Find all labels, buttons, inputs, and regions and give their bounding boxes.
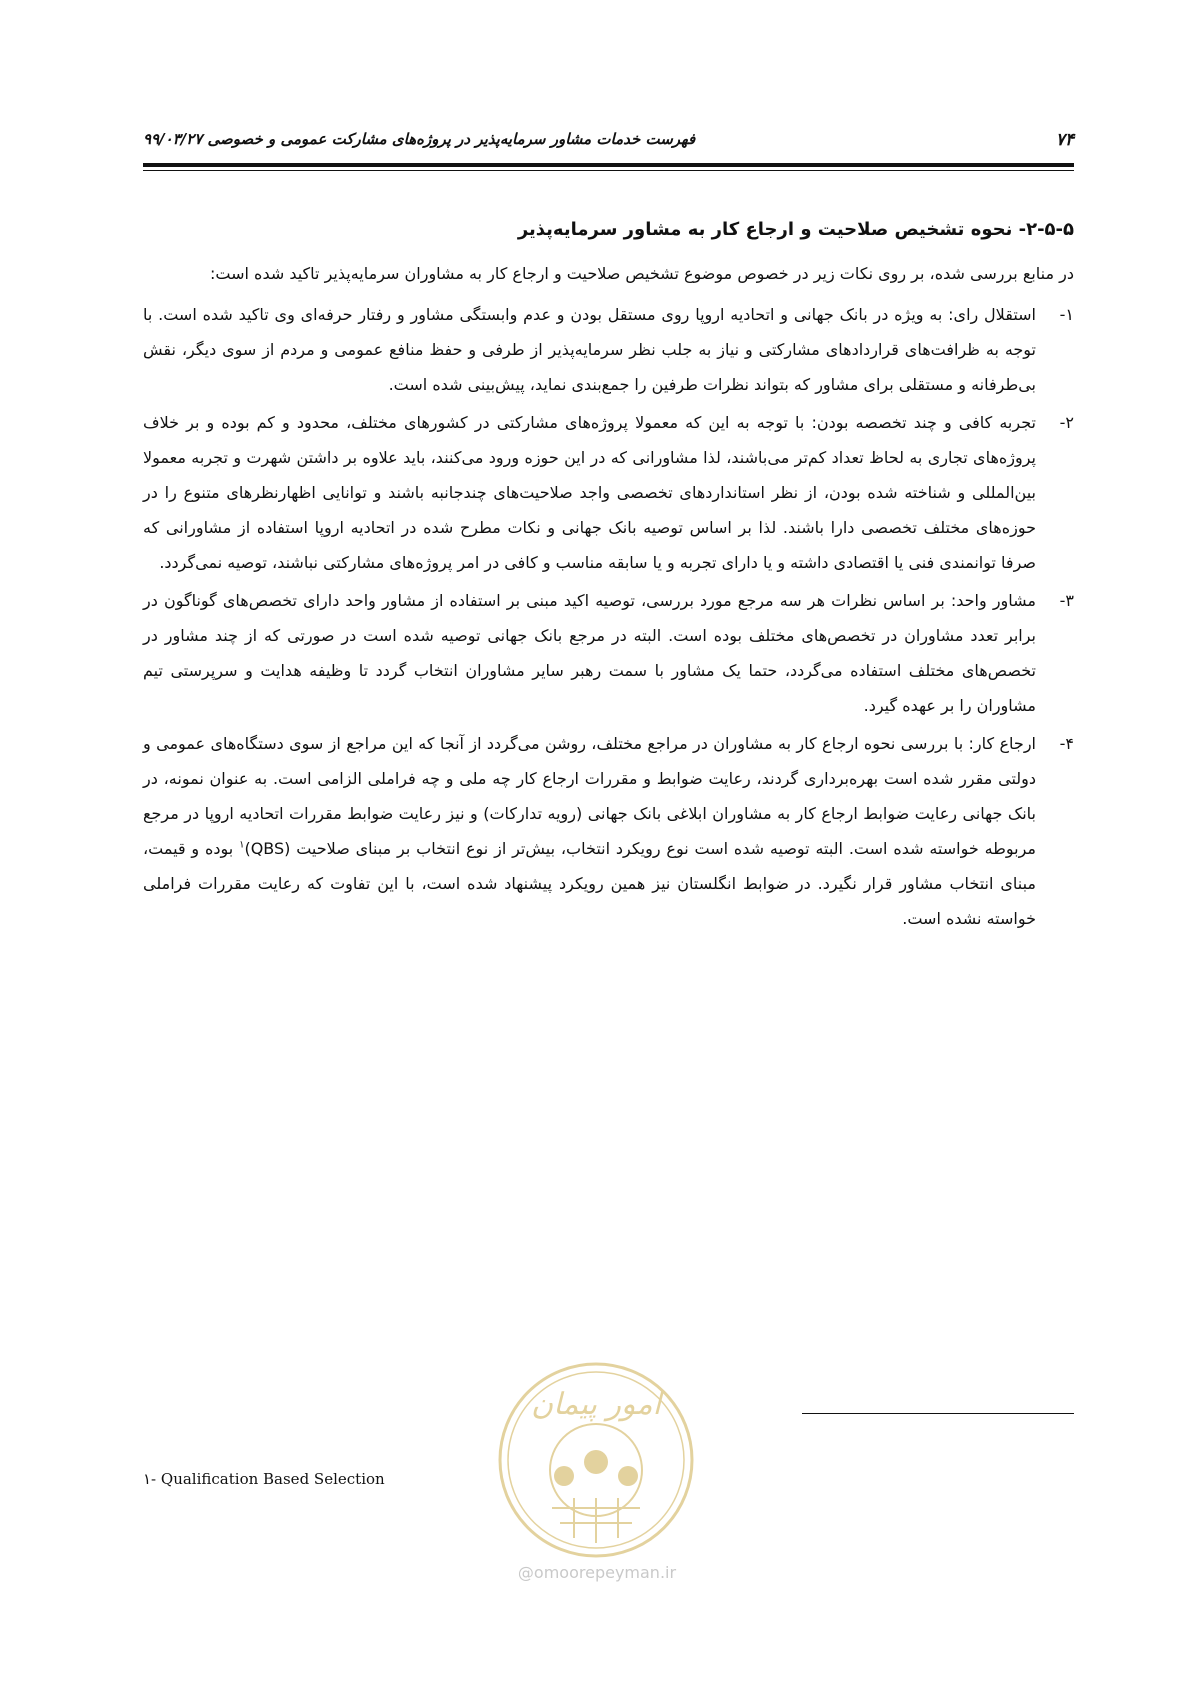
watermark-seal: [494, 1358, 698, 1562]
watermark-site-text: omoorepeyman.ir: [533, 1563, 677, 1582]
main-content: [143, 210, 1074, 939]
header-rule: [143, 163, 1074, 167]
page-number: ۷۴: [1055, 130, 1074, 150]
list-item-text: [143, 734, 1036, 928]
header-rule-thin: [143, 170, 1074, 171]
list-item-number: ۳-: [1059, 591, 1074, 610]
running-header: [143, 128, 1074, 158]
list-item-text-part: ارجاع کار: با بررسی نحوه ارجاع کار به مشاوران در مراجع مختلف، روشن می‌گردد از آنجا که این مراجع از سوی دستگاه‌های عمومی و دولتی مقرر شده است بهره‌برداری گردند، رعایت ضوابط و مقررات ارجاع کار چه ملی و چه فراملی الزامی است. به عنوان نمونه، در بانک جهانی رعایت ضوابط ارجاع کار به مشاوران ابلاغی بانک جهانی (رویه تدارکات) و نیز رعایت ضوابط مقررات اتحادیه اروپا در مرجع مربوطه خواسته شده است. البته توصیه شده است نوع رویکرد انتخاب، بیش‌تر از نوع انتخاب بر مبنای صلاحیت (QBS): [143, 734, 1037, 858]
list-item-text: مشاور واحد: بر اساس نظرات هر سه مرجع مورد بررسی، توصیه اکید مبنی بر استفاده از مشاور واحد دارای تخصص‌های گوناگون در برابر تعدد مشاوران در تخصص‌های مختلف بوده است. البته در مرجع بانک جهانی توصیه شده است در صورتی که از چند مشاور در تخصص‌های مختلف استفاده می‌گردد، حتما یک مشاور با سمت رهبر سایر مشاوران انتخاب گردد تا وظیفه هدایت و سرپرستی تیم مشاوران را بر عهده گیرد.: [143, 591, 1036, 715]
list-item: [143, 297, 1074, 402]
watermark-site: @omoorepeyman.ir: [517, 1563, 677, 1582]
footnote-reference: ۱: [239, 839, 245, 851]
list-item: [143, 583, 1074, 723]
section-heading: ۲-۵-۵- نحوه تشخیص صلاحیت و ارجاع کار به مشاور سرمایه‌پذیر: [517, 219, 1074, 240]
footnote-rule: [802, 1413, 1074, 1414]
list-item-text-part: بوده و قیمت، مبنای انتخاب مشاور قرار نگیرد. در ضوابط انگلستان نیز همین رویکرد پیشنهاد شده است، با این تفاوت که رعایت مقررات فراملی خواسته نشده است.: [143, 839, 1036, 928]
list-item-text: تجربه کافی و چند تخصصه بودن: با توجه به این که معمولا پروژه‌های مشارکتی در کشورهای مختلف، محدود و کم بوده و بر خلاف پروژه‌های تجاری به لحاظ تعداد کم‌تر می‌باشند، لذا مشاورانی که در این حوزه ورود می‌کنند، باید علاوه بر داشتن شهرت و تجربه معمولا بین‌المللی و شناخته شده بودن، از نظر استانداردهای تخصصی واجد صلاحیت‌های چندجانبه باشند و توانایی اظهارنظرهای متنوع را در حوزه‌های مختلف تخصصی دارا باشند. لذا بر اساس توصیه بانک جهانی و نکات مطرح شده در اتحادیه اروپا استفاده از مشاورانی که صرفا توانمندی فنی یا اقتصادی داشته و یا دارای تجربه و یا سابقه مناسب و کافی در امر پروژه‌های مشارکتی نباشند، توصیه نمی‌گردد.: [143, 413, 1036, 572]
intro-paragraph: در منابع بررسی شده، بر روی نکات زیر در خصوص موضوع تشخیص صلاحیت و ارجاع کار به مشاوران سرمایه‌پذیر تاکید شده است:: [210, 264, 1074, 283]
list-item: [143, 726, 1074, 936]
watermark-seal-text: امور پیمان: [531, 1387, 661, 1422]
running-title: فهرست خدمات مشاور سرمایه‌پذیر در پروژه‌های مشارکت عمومی و خصوصی ۹۹/۰۳/۲۷: [143, 130, 696, 148]
list-item-number: ۱-: [1059, 305, 1074, 324]
list-item-text: استقلال رای: به ویژه در بانک جهانی و اتحادیه اروپا روی مستقل بودن و عدم وابستگی مشاور و رفتار حرفه‌ای وی تاکید شده است. با توجه به ظرافت‌های قراردادهای مشارکتی و نیاز به جلب نظر سرمایه‌پذیر از طرفی و حفظ منافع عمومی و مردم از سوی دیگر، نقش بی‌طرفانه و مستقلی برای مشاور که بتواند نظرات طرفین را جمع‌بندی نماید، پیش‌بینی شده است.: [143, 305, 1036, 394]
list-item: [143, 405, 1074, 580]
list-item-number: ۲-: [1059, 413, 1074, 432]
list-item-number: ۴-: [1059, 734, 1074, 753]
footnote: ۱- Qualification Based Selection: [143, 1470, 385, 1488]
